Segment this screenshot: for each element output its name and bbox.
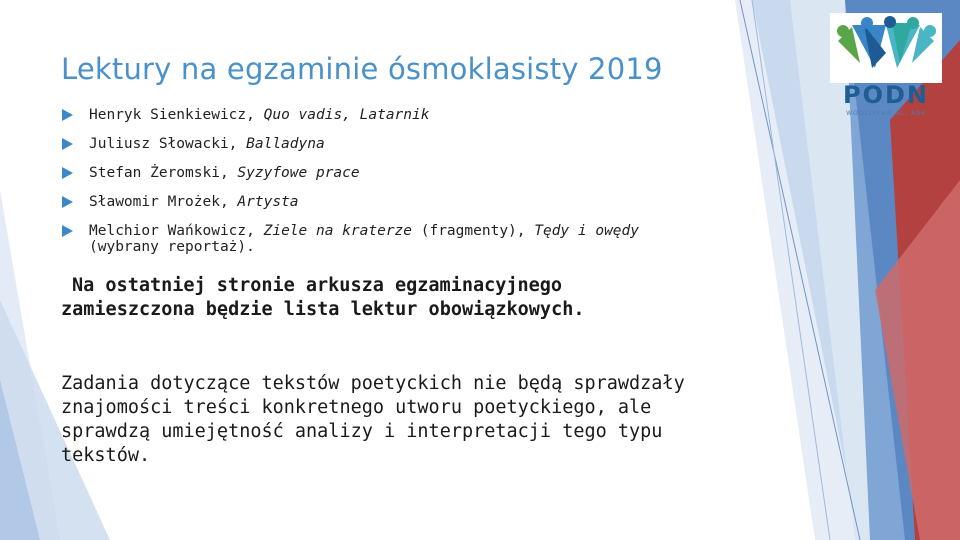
work-title: Ziele na kraterze	[263, 223, 413, 239]
work-title: Balladyna	[246, 136, 325, 152]
author: Melchior Wańkowicz,	[89, 223, 264, 239]
logo-subtitle: WODZISŁAW ŚL. ASK	[846, 110, 926, 117]
logo-figures-icon	[830, 13, 942, 83]
list-item	[62, 165, 712, 181]
work-title: Artysta	[237, 194, 299, 210]
list-item	[62, 194, 712, 210]
bullet-arrow-icon	[62, 167, 73, 179]
logo-name: PODN	[843, 81, 929, 109]
list-item	[62, 136, 712, 152]
poetry-note-paragraph: Zadania dotyczące tekstów poetyckich nie będą sprawdzały znajomości treści konkretnego utworu poetyckiego, ale sprawdzą umiejętność analizy i interpretacji tego typu tekstów.	[61, 373, 685, 466]
list-item	[62, 223, 712, 255]
slide-title: Lektury na egzaminie ósmoklasisty 2019	[61, 52, 663, 86]
bullet-arrow-icon	[62, 138, 73, 150]
note: (wybrany reportaż).	[89, 239, 255, 255]
podn-logo	[830, 13, 942, 123]
note: (fragmenty),	[412, 223, 535, 239]
list-item	[62, 107, 712, 123]
bullet-arrow-icon	[62, 109, 73, 121]
author: Stefan Żeromski,	[89, 165, 238, 181]
work-title: Tędy i owędy	[534, 223, 639, 239]
exam-note-paragraph: Na ostatniej stronie arkusza egzaminacyjnego zamieszczona będzie lista lektur obowiązkowych.	[61, 275, 585, 320]
bullet-arrow-icon	[62, 225, 73, 237]
work-title: Syzyfowe prace	[237, 165, 360, 181]
author: Henryk Sienkiewicz,	[89, 107, 264, 123]
bullet-arrow-icon	[62, 196, 73, 208]
author: Sławomir Mrożek,	[89, 194, 238, 210]
bullet-list	[62, 107, 712, 268]
author: Juliusz Słowacki,	[89, 136, 247, 152]
work-title: Quo vadis, Latarnik	[263, 107, 430, 123]
